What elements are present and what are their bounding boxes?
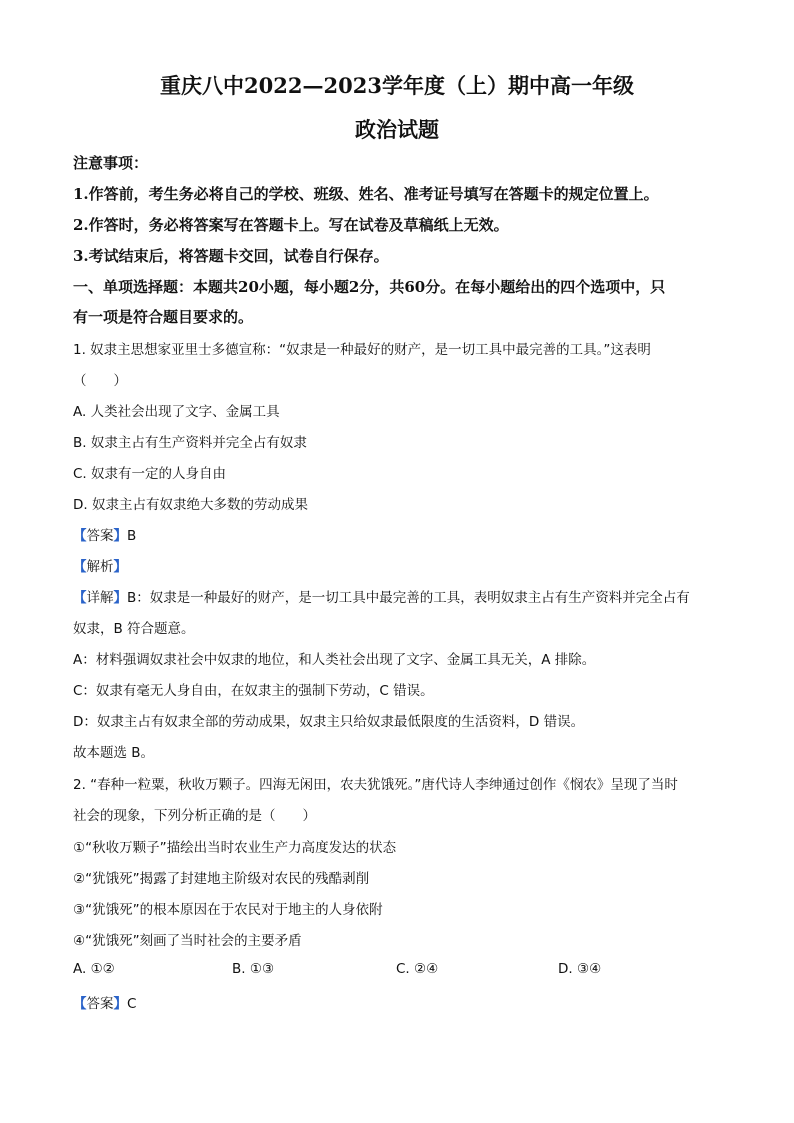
q1-detail-line-4: C：奴隶有毫无人身自由，在奴隶主的强制下劳动，C 错误。 bbox=[73, 683, 434, 699]
q2-choice-d: D. ③④ bbox=[558, 961, 602, 977]
q2-choice-b: B. ①③ bbox=[232, 961, 275, 977]
q1-option-d: D. 奴隶主占有奴隶绝大多数的劳动成果 bbox=[73, 497, 308, 513]
q1-detail-line-5: D：奴隶主占有奴隶全部的劳动成果，奴隶主只给奴隶最低限度的生活资料，D 错误。 bbox=[73, 714, 585, 730]
q1-detail-line-3: A：材料强调奴隶社会中奴隶的地位，和人类社会出现了文字、金属工具无关，A 排除。 bbox=[73, 652, 596, 668]
q1-option-b: B. 奴隶主占有生产资料并完全占有奴隶 bbox=[73, 435, 307, 451]
q1-option-c: C. 奴隶有一定的人身自由 bbox=[73, 466, 227, 482]
q2-answer: 【答案】C bbox=[73, 996, 137, 1012]
q2-choice-c: C. ②④ bbox=[396, 961, 439, 977]
q1-stem-line-1: 1. 奴隶主思想家亚里士多德宣称：“奴隶是一种最好的财产，是一切工具中最完善的工具。”这表明 bbox=[73, 342, 651, 358]
q1-stem-line-2: （ ） bbox=[73, 373, 127, 389]
section-heading-line-1: 一、单项选择题：本题共20小题，每小题2分，共60分。在每小题给出的四个选项中，只 bbox=[73, 278, 666, 296]
q2-statement-4: ④“犹饿死”刻画了当时社会的主要矛盾 bbox=[73, 933, 302, 949]
q1-answer: 【答案】B bbox=[73, 528, 137, 544]
section-heading-line-2: 有一项是符合题目要求的。 bbox=[73, 308, 254, 326]
q2-answer-label: 答案 bbox=[86, 996, 114, 1012]
q2-stem-line-2: 社会的现象，下列分析正确的是（ ） bbox=[73, 808, 316, 824]
q2-statement-1: ①“秋收万颗子”描绘出当时农业生产力高度发达的状态 bbox=[73, 840, 397, 856]
q1-analysis: 【解析】 bbox=[73, 559, 127, 575]
q2-statement-2: ②“犹饿死”揭露了封建地主阶级对农民的残酷剥削 bbox=[73, 871, 370, 887]
page-subtitle: 政治试题 bbox=[355, 117, 439, 142]
note-item-1: 1.作答前，考生务必将自己的学校、班级、姓名、准考证号填写在答题卡的规定位置上。 bbox=[73, 185, 659, 203]
note-item-3: 3.考试结束后，将答题卡交回，试卷自行保存。 bbox=[73, 247, 389, 265]
q1-detail-line-1: 【详解】B：奴隶是一种最好的财产，是一切工具中最完善的工具，表明奴隶主占有生产资料并完全占有 bbox=[73, 590, 690, 606]
q1-detail-line-2: 奴隶，B 符合题意。 bbox=[73, 621, 195, 637]
q1-option-a: A. 人类社会出现了文字、金属工具 bbox=[73, 404, 280, 420]
q1-detail-text-1: B：奴隶是一种最好的财产，是一切工具中最完善的工具，表明奴隶主占有生产资料并完全占有 bbox=[127, 590, 690, 606]
note-item-2: 2.作答时，务必将答案写在答题卡上。写在试卷及草稿纸上无效。 bbox=[73, 216, 509, 234]
q2-answer-value: C bbox=[127, 996, 137, 1012]
q1-detail-label: 详解 bbox=[86, 590, 114, 606]
q1-conclusion: 故本题选 B。 bbox=[73, 745, 155, 761]
notes-heading: 注意事项： bbox=[73, 154, 149, 172]
q2-choice-a: A. ①② bbox=[73, 961, 115, 977]
q1-analysis-label: 解析 bbox=[86, 559, 114, 575]
q2-statement-3: ③“犹饿死”的根本原因在于农民对于地主的人身依附 bbox=[73, 902, 383, 918]
q1-answer-value: B bbox=[127, 528, 137, 544]
q1-answer-label: 答案 bbox=[86, 528, 114, 544]
q2-stem-line-1: 2. “春种一粒粟，秋收万颗子。四海无闲田，农夫犹饿死。”唐代诗人李绅通过创作《悯农》呈现了当时 bbox=[73, 777, 678, 793]
page-title: 重庆八中2022—2023学年度（上）期中高一年级 bbox=[160, 73, 634, 98]
